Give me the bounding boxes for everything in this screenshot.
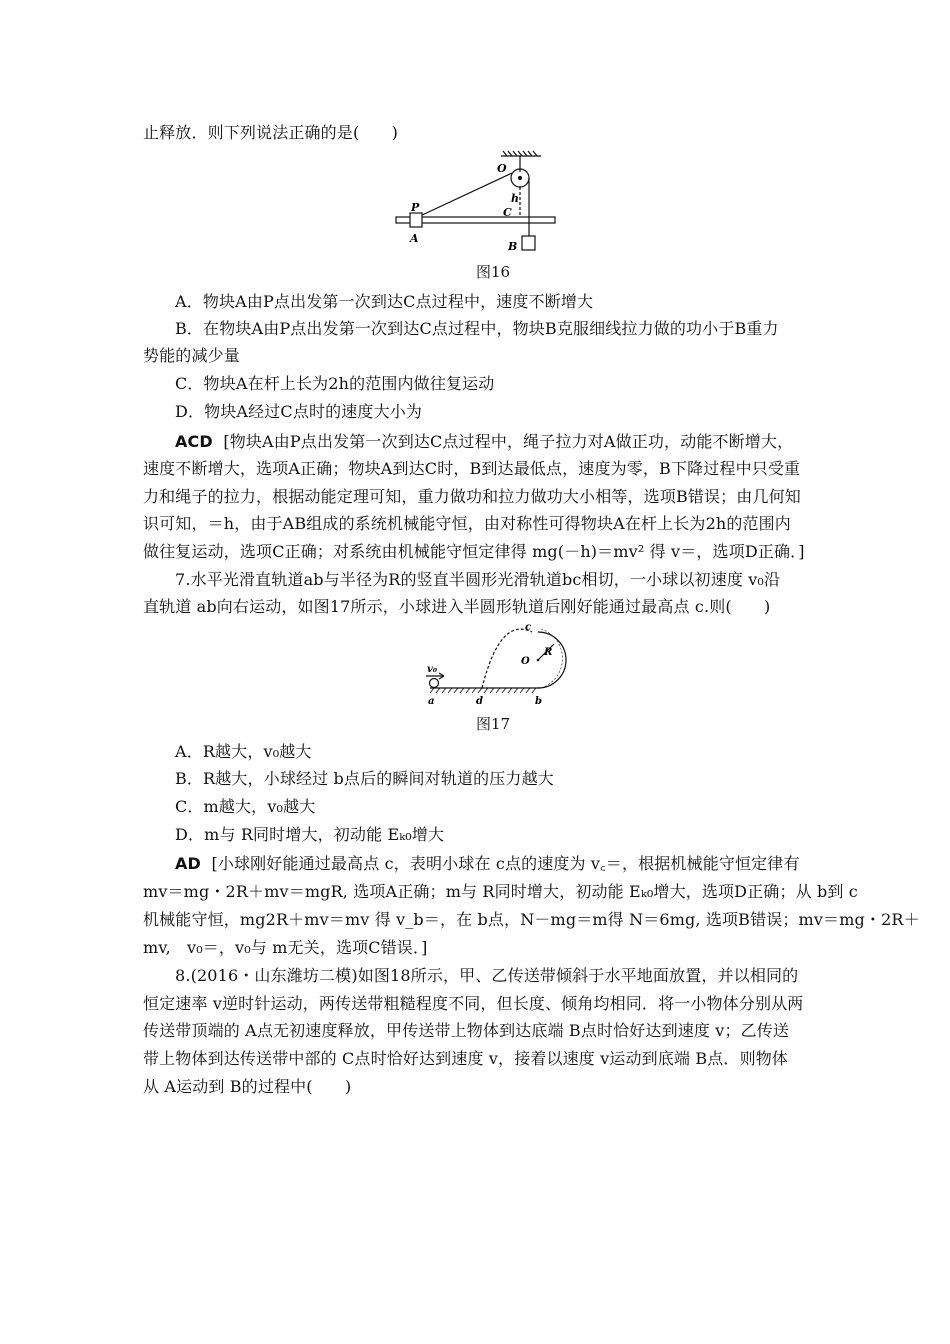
figure-16-pulley-diagram bbox=[393, 150, 558, 260]
fig17-label-c: c bbox=[525, 622, 532, 633]
fig16-label-P: P bbox=[411, 201, 420, 214]
fig17-label-a: a bbox=[428, 696, 435, 707]
q6-explanation-4: 识可知，＝h，由于AB组成的系统机械能守恒，由对称性可得物块A在杆上长为2h的范围内 bbox=[143, 514, 791, 533]
q6-explanation-3: 力和绳子的拉力，根据动能定理可知，重力做功和拉力做功大小相等，选项B错误；由几何知 bbox=[143, 487, 801, 506]
q7-explanation-4: mv, v₀＝，v₀与 m无关，选项C错误．] bbox=[143, 938, 428, 957]
q7-explanation-2: mv＝mg・2R＋mv＝mgR, 选项A正确；m与 R同时增大，初动能 Eₖ₀增大，选项D正确；从 b到 c bbox=[143, 882, 858, 901]
q6-option-b-cont: 势能的减少量 bbox=[143, 346, 240, 365]
q7-option-b: B．R越大，小球经过 b点后的瞬间对轨道的压力越大 bbox=[175, 769, 554, 788]
fig16-label-C: C bbox=[503, 206, 512, 219]
q8-stem-3: 传送带顶端的 A点无初速度释放，甲传送带上物体到达底端 B点时恰好达到速度 v；乙传送 bbox=[143, 1021, 790, 1040]
q6-option-c: C．物块A在杆上长为2h的范围内做往复运动 bbox=[175, 374, 495, 393]
fig17-label-b: b bbox=[535, 696, 542, 707]
q7-stem-1: 7.水平光滑直轨道ab与半径为R的竖直半圆形光滑轨道bc相切，一小球以初速度 v₀沿 bbox=[175, 570, 781, 589]
fig17-label-O: O bbox=[521, 656, 530, 667]
figure-17-caption: 图17 bbox=[475, 715, 511, 733]
q6-stem-end: 止释放．则下列说法正确的是( ) bbox=[143, 123, 399, 142]
q7-explanation-3: 机械能守恒，mg2R＋mv＝mv 得 v_b＝，在 b点，N－mg＝m得 N＝6mg, 选项B错误；mv＝mg・2R＋ bbox=[143, 910, 920, 929]
figure-16-caption: 图16 bbox=[475, 263, 511, 281]
fig17-label-R: R bbox=[544, 647, 553, 658]
fig17-label-d: d bbox=[476, 696, 483, 707]
fig16-label-B: B bbox=[508, 240, 518, 253]
q7-answer-key: AD bbox=[175, 854, 201, 873]
q8-stem-1: 8.(2016・山东潍坊二模)如图18所示，甲、乙传送带倾斜于水平地面放置，并以相同的 bbox=[175, 966, 799, 985]
q6-option-a: A．物块A由P点出发第一次到达C点过程中，速度不断增大 bbox=[175, 292, 594, 311]
figure-17-track-diagram bbox=[420, 620, 570, 710]
q6-option-d: D．物块A经过C点时的速度大小为 bbox=[175, 402, 423, 421]
q8-stem-2: 恒定速率 v逆时针运动，两传送带粗糙程度不同，但长度、倾角均相同．将一小物体分别从两 bbox=[143, 994, 804, 1013]
q7-explanation-1 bbox=[175, 854, 845, 874]
q6-explanation-1 bbox=[175, 432, 845, 452]
q7-option-a: A．R越大，v₀越大 bbox=[175, 742, 312, 761]
fig17-label-v0: v₀ bbox=[427, 664, 438, 675]
q6-answer-key: ACD bbox=[175, 432, 213, 451]
q6-explanation-text-1: [物块A由P点出发第一次到达C点过程中，绳子拉力对A做正功，动能不断增大， bbox=[223, 432, 794, 451]
q6-explanation-2: 速度不断增大，选项A正确；物块A到达C时，B到达最低点，速度为零，B下降过程中只受重 bbox=[143, 459, 801, 478]
fig16-label-O: O bbox=[497, 162, 507, 175]
q8-stem-5: 从 A运动到 B的过程中( ) bbox=[143, 1077, 352, 1096]
q6-option-b: B．在物块A由P点出发第一次到达C点过程中，物块B克服细线拉力做的功小于B重力 bbox=[175, 319, 779, 338]
q7-option-c: C．m越大，v₀越大 bbox=[175, 797, 316, 816]
q7-explanation-text-1: [小球刚好能通过最高点 c，表明小球在 c点的速度为 v꜀＝，根据机械能守恒定律有 bbox=[211, 854, 800, 873]
q8-stem-4: 带上物体到达传送带中部的 C点时恰好达到速度 v，接着以速度 v运动到底端 B点．则物体 bbox=[143, 1049, 789, 1068]
q7-option-d: D．m与 R同时增大，初动能 Eₖ₀增大 bbox=[175, 825, 445, 844]
fig16-label-A: A bbox=[410, 232, 419, 245]
q6-explanation-5: 做往复运动，选项C正确；对系统由机械能守恒定律得 mg(－h)＝mv² 得 v＝，选项D正确．] bbox=[143, 542, 805, 561]
q7-stem-2: 直轨道 ab向右运动，如图17所示，小球进入半圆形轨道后刚好能通过最高点 c.则( ) bbox=[143, 597, 771, 616]
fig16-label-h: h bbox=[511, 192, 519, 205]
